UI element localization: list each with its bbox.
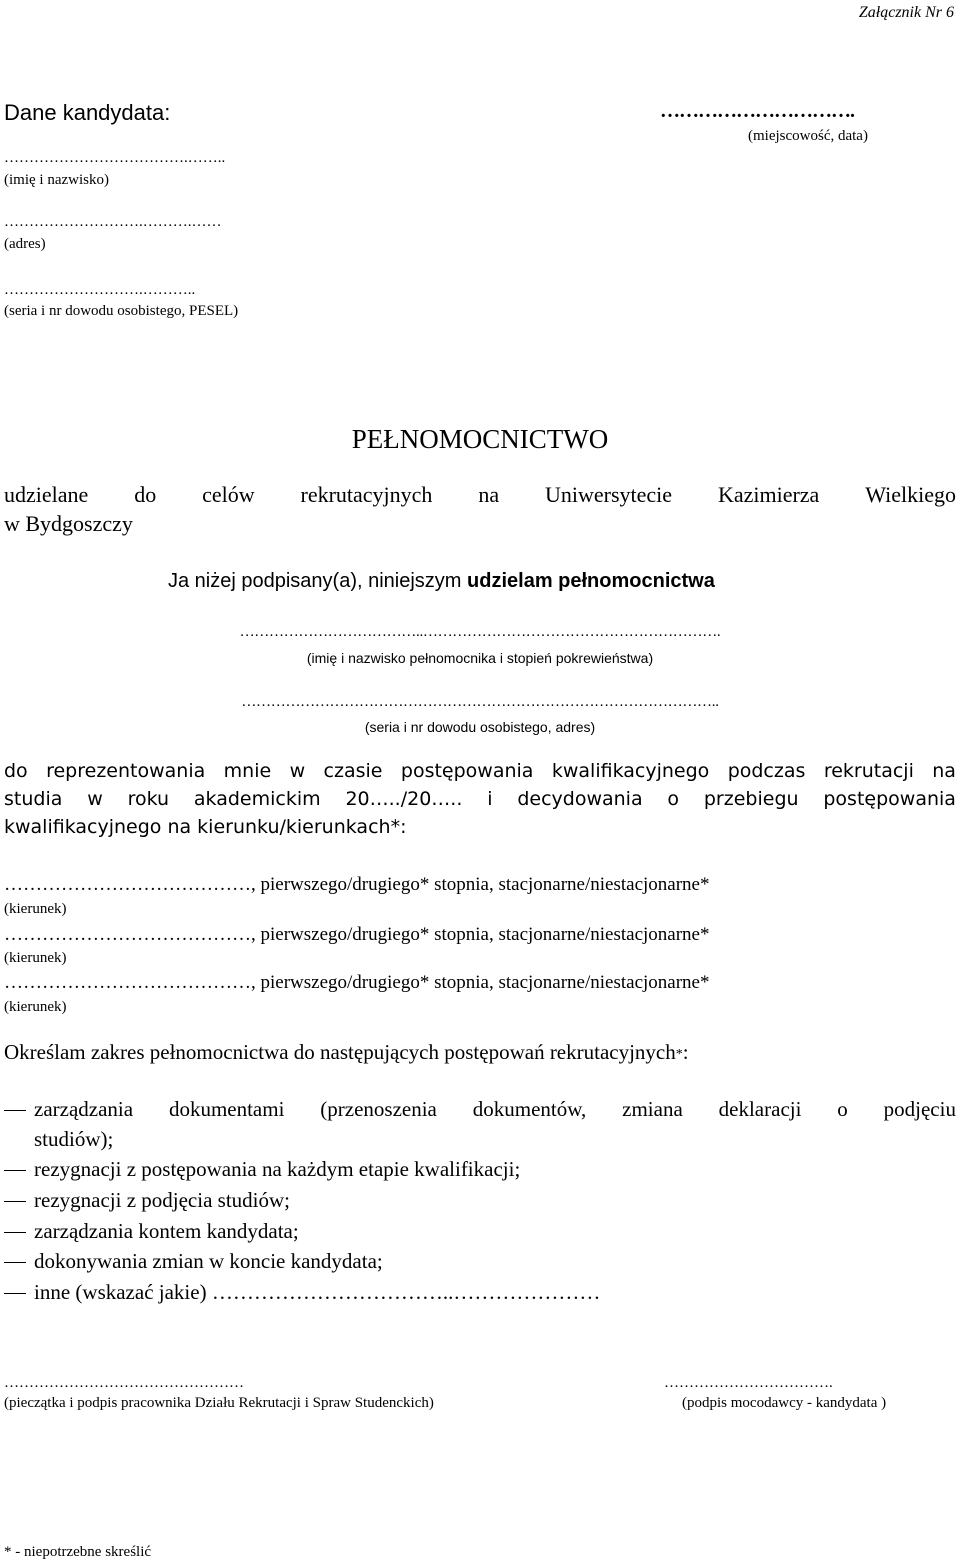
subtitle-word: Wielkiego	[865, 482, 956, 507]
subtitle-word: na	[478, 482, 500, 507]
representation-word: roku	[127, 788, 170, 810]
field-text: , pierwszego/drugiego* stopnia, stacjonarne/niestacjonarne*	[251, 924, 710, 945]
representation-word: o	[667, 788, 680, 810]
candidate-signature-dots: …………………………….	[664, 1375, 833, 1391]
scope-item-text: rezygnacji z postępowania na każdym etapie kwalifikacji;	[34, 1157, 521, 1181]
field-dots: …………………………………	[4, 874, 251, 895]
subtitle-word: udzielane	[4, 482, 89, 507]
scope-item-word: o	[837, 1097, 848, 1121]
scope-item-text: dokonywania zmian w koncie kandydata;	[34, 1249, 383, 1273]
representation-word: studia	[4, 788, 63, 810]
dash-bullet-icon	[4, 1232, 26, 1233]
dash-bullet-icon	[4, 1262, 26, 1263]
candidate-name-dots: ……………………………….……..	[4, 150, 226, 166]
scope-item-word: zmiana	[622, 1097, 683, 1121]
field-caption-1: (kierunek)	[4, 901, 67, 917]
scope-item-word: podjęciu	[883, 1097, 956, 1121]
scope-item-word: deklaracji	[718, 1097, 802, 1121]
field-text: , pierwszego/drugiego* stopnia, stacjonarne/niestacjonarne*	[251, 874, 710, 895]
representation-word: przebiegu	[703, 788, 799, 810]
declaration-prefix: Ja niżej podpisany(a), niniejszym	[168, 570, 468, 592]
scope-item-word: dokumentami	[168, 1097, 285, 1121]
representation-word: kwalifikacyjnego	[551, 760, 710, 782]
document-title: PEŁNOMOCNICTWO	[351, 424, 609, 454]
subtitle-word: Uniwersytecie	[544, 482, 673, 507]
representation-word: w	[87, 788, 103, 810]
place-date-caption: (miejscowość, data)	[748, 128, 868, 144]
representation-word: reprezentowania	[46, 760, 206, 782]
representation-word: na	[932, 760, 956, 782]
staff-signature-caption: (pieczątka i podpis pracownika Działu Rekrutacji i Spraw Studenckich)	[4, 1395, 434, 1411]
representation-line-1	[4, 760, 956, 782]
scope-item-text: inne (wskazać jakie) ……………………………..…………………	[34, 1280, 601, 1304]
scope-heading	[4, 1040, 689, 1065]
representation-word: 20…../20…..	[345, 788, 463, 810]
declaration-bold: udzielam pełnomocnictwa	[467, 570, 715, 592]
field-caption-3: (kierunek)	[4, 999, 67, 1015]
subtitle-line-1	[4, 482, 956, 508]
staff-signature-dots: …………………………………………	[4, 1375, 244, 1391]
subtitle-word: Kazimierza	[717, 482, 820, 507]
subtitle-line-2: w Bydgoszczy	[4, 511, 133, 536]
candidate-id-dots: ……………………….………..	[4, 282, 196, 298]
representation-word: czasie	[323, 760, 383, 782]
subtitle-word: celów	[202, 482, 255, 507]
representation-line-3: kwalifikacyjnego na kierunku/kierunkach*:	[4, 816, 407, 838]
representation-word: w	[289, 760, 306, 782]
candidate-address-caption: (adres)	[4, 236, 46, 252]
field-dots: …………………………………	[4, 924, 251, 945]
candidate-name-caption: (imię i nazwisko)	[4, 172, 109, 188]
field-caption-2: (kierunek)	[4, 950, 67, 966]
dash-bullet-icon	[4, 1110, 26, 1111]
footnote: * - niepotrzebne skreślić	[4, 1544, 152, 1560]
representation-word: mnie	[223, 760, 272, 782]
candidate-address-dots: ……………………….……….……	[4, 214, 222, 230]
scope-item-word: zarządzania	[34, 1097, 134, 1121]
proxy-id-dots: ……………………………………………………………………………………..	[241, 694, 719, 710]
field-row-1	[4, 874, 710, 896]
subtitle-word: rekrutacyjnych	[300, 482, 433, 507]
representation-line-2	[4, 788, 956, 810]
dash-bullet-icon	[4, 1170, 26, 1171]
proxy-name-caption: (imię i nazwisko pełnomocnika i stopień pokrewieństwa)	[306, 650, 654, 666]
field-row-3	[4, 972, 710, 994]
representation-word: podczas	[727, 760, 806, 782]
scope-item-text: rezygnacji z podjęcia studiów;	[34, 1188, 290, 1212]
representation-word: postępowania	[400, 760, 534, 782]
dash-bullet-icon	[4, 1201, 26, 1202]
scope-item-word: dokumentów,	[472, 1097, 587, 1121]
field-dots: …………………………………	[4, 972, 251, 993]
candidate-signature-caption: (podpis mocodawcy - kandydata )	[682, 1395, 887, 1411]
place-date-dots: ………………………….	[660, 100, 854, 122]
representation-word: i	[487, 788, 493, 810]
scope-heading-colon: :	[682, 1040, 689, 1064]
scope-item-text: zarządzania kontem kandydata;	[34, 1219, 299, 1243]
representation-word: do	[4, 760, 28, 782]
dash-bullet-icon	[4, 1293, 26, 1294]
candidate-id-caption: (seria i nr dowodu osobistego, PESEL)	[4, 303, 239, 319]
representation-word: akademickim	[193, 788, 321, 810]
scope-heading-text: Określam zakres pełnomocnictwa do następujących postępowań rekrutacyjnych	[4, 1040, 676, 1064]
attachment-label: Załącznik Nr 6	[858, 4, 954, 21]
scope-heading-star: *	[675, 1047, 683, 1062]
representation-word: rekrutacji	[823, 760, 914, 782]
field-text: , pierwszego/drugiego* stopnia, stacjonarne/niestacjonarne*	[251, 972, 710, 993]
representation-word: decydowania	[517, 788, 643, 810]
scope-item-line-1	[34, 1097, 956, 1122]
proxy-id-caption: (seria i nr dowodu osobistego, adres)	[364, 719, 596, 735]
candidate-data-label: Dane kandydata:	[4, 100, 171, 125]
proxy-name-dots: ………………………………..…………………………………………………….	[239, 624, 721, 640]
field-row-2	[4, 924, 710, 946]
representation-word: postępowania	[823, 788, 956, 810]
scope-item-word: (przenoszenia	[320, 1097, 437, 1121]
declaration	[168, 570, 715, 593]
subtitle-word: do	[134, 482, 157, 507]
scope-item-line-2: studiów);	[34, 1127, 114, 1151]
